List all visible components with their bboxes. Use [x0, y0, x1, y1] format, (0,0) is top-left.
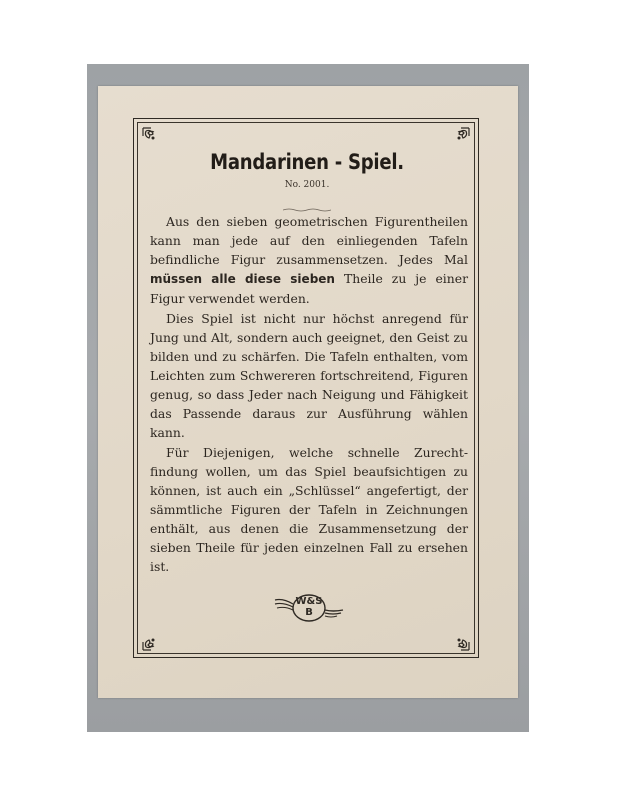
instruction-text [150, 212, 468, 576]
publisher-logo-text: W&S B [295, 596, 323, 618]
corner-ornament-icon [451, 126, 471, 146]
card-title: Mandarinen - Spiel. [210, 150, 404, 174]
decorative-rule [283, 197, 331, 201]
card-number: No. 2001. [284, 180, 330, 190]
paragraph-3: Für Diejenigen, welche schnelle Zurechtfindung wollen, um das Spiel beaufsichtigen zu können, ist auch ein „Schlüssel“ angefertigt, der sämmtliche Figuren der Tafeln in Zeichnungen enthält, aus denen die Zusammensetzung der sieben Theile für jeden einzelnen Fall zu ersehen ist. [150, 445, 468, 574]
corner-ornament-icon [451, 632, 471, 652]
corner-ornament-icon [141, 632, 161, 652]
paragraph-1: Aus den sieben geometrischen Figurentheilen kann man jede auf den einliegenden Tafeln befindliche Figur zusammensetzen. Jedes Mal müssen alle diese sieben Theile zu je einer Figur verwendet werden. [150, 214, 468, 306]
emphasis-text: müssen alle diese sieben [150, 272, 335, 286]
corner-ornament-icon [141, 126, 161, 146]
paragraph-2: Dies Spiel ist nicht nur höchst anregend für Jung und Alt, sondern auch geeignet, den Geist zu bilden und zu schärfen. Die Tafeln enthalten, vom Leichten zum Schwereren fortschreitend, Figuren genug, so dass Jeder nach Neigung und Fähigkeit das Passende daraus zur Ausführung wählen kann. [150, 311, 468, 440]
